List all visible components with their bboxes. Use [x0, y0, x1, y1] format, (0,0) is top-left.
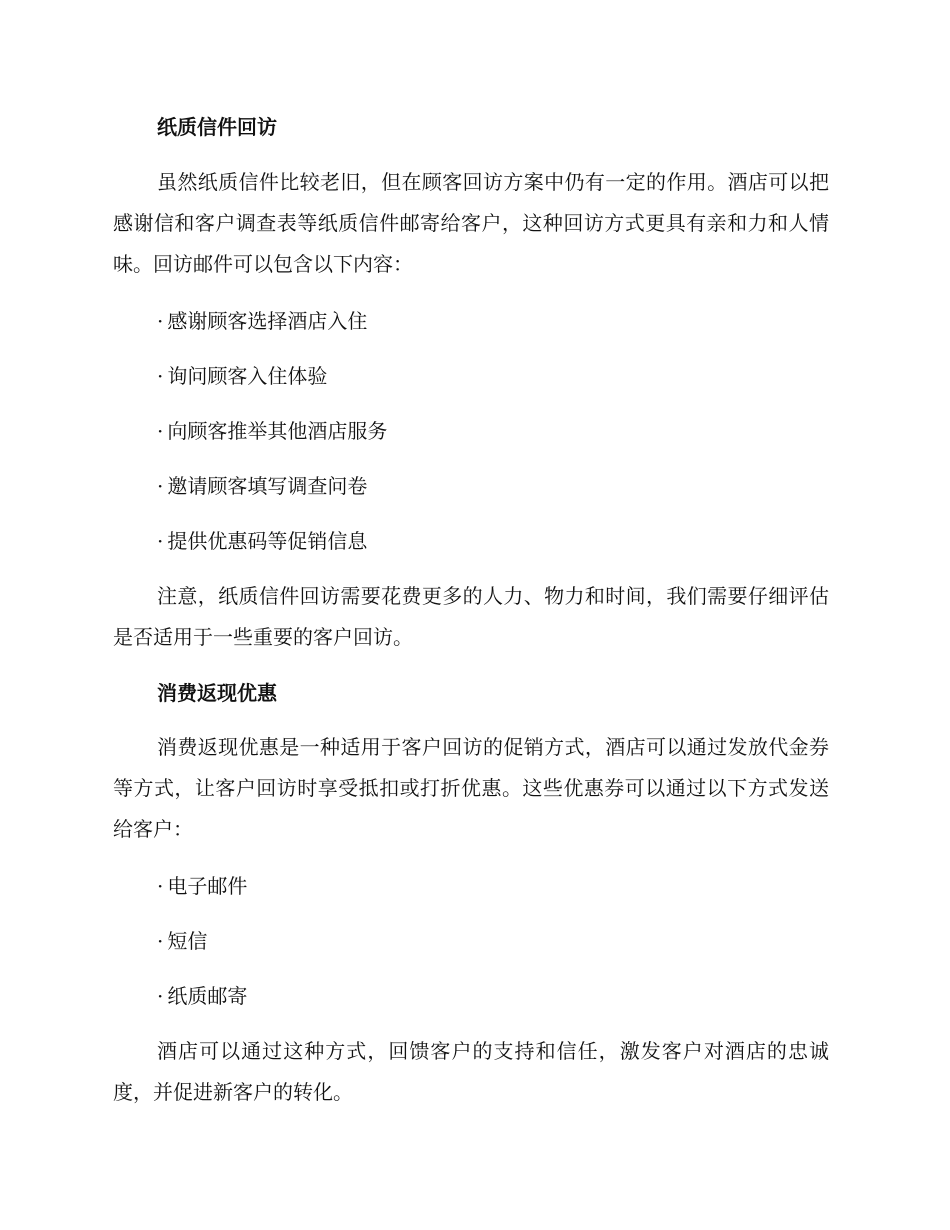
- list-item: [157, 363, 327, 389]
- section-heading-cashback: 消费返现优惠: [157, 681, 277, 705]
- bullet-icon: ·: [157, 929, 164, 953]
- bullet-icon: ·: [157, 309, 164, 333]
- bullet-icon: ·: [157, 529, 164, 553]
- list-item-text: 向顾客推举其他酒店服务: [167, 419, 388, 443]
- list-item: [157, 308, 367, 334]
- list-item-text: 纸质邮寄: [167, 984, 248, 1008]
- bullet-icon: ·: [157, 984, 164, 1008]
- list-item: [157, 528, 367, 554]
- bullet-icon: ·: [157, 874, 164, 898]
- bullet-icon: ·: [157, 419, 164, 443]
- paragraph-cashback-intro: 消费返现优惠是一种适用于客户回访的促销方式，酒店可以通过发放代金券等方式，让客户回访时享受抵扣或打折优惠。这些优惠券可以通过以下方式发送给客户：: [113, 735, 829, 841]
- list-item: [157, 928, 207, 954]
- list-item: [157, 473, 367, 499]
- list-item-text: 询问顾客入住体验: [167, 364, 328, 388]
- paragraph-paper-letter-intro: 虽然纸质信件比较老旧，但在顾客回访方案中仍有一定的作用。酒店可以把感谢信和客户调查表等纸质信件邮寄给客户，这种回访方式更具有亲和力和人情味。回访邮件可以包含以下内容：: [113, 170, 829, 276]
- bullet-icon: ·: [157, 474, 164, 498]
- list-item-text: 短信: [167, 929, 208, 953]
- list-item-text: 感谢顾客选择酒店入住: [167, 309, 368, 333]
- list-item-text: 邀请顾客填写调查问卷: [167, 474, 368, 498]
- list-item-text: 提供优惠码等促销信息: [167, 529, 368, 553]
- list-item-text: 电子邮件: [167, 874, 248, 898]
- paragraph-cashback-closing: 酒店可以通过这种方式，回馈客户的支持和信任，激发客户对酒店的忠诚度，并促进新客户的转化。: [113, 1039, 829, 1104]
- paragraph-paper-letter-note: 注意，纸质信件回访需要花费更多的人力、物力和时间，我们需要仔细评估是否适用于一些重要的客户回访。: [113, 584, 829, 649]
- list-item: [157, 873, 247, 899]
- section-heading-paper-letter: 纸质信件回访: [157, 115, 277, 139]
- list-item: [157, 983, 247, 1009]
- list-item: [157, 418, 387, 444]
- bullet-icon: ·: [157, 364, 164, 388]
